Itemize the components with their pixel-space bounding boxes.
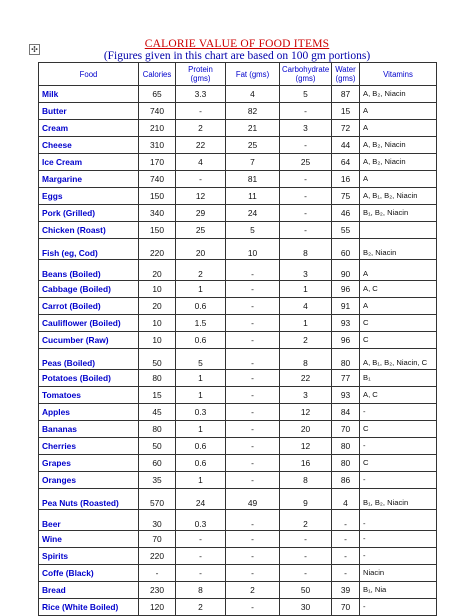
cell-protein: 1 — [176, 472, 226, 489]
cell-calories: 65 — [139, 86, 176, 103]
cell-vitamins: Niacin — [360, 565, 437, 582]
cell-fat: 25 — [226, 137, 280, 154]
cell-protein: 0.6 — [176, 455, 226, 472]
cell-carbohydrate: 3 — [280, 387, 332, 404]
cell-vitamins: - — [360, 548, 437, 565]
cell-carbohydrate: 8 — [280, 349, 332, 370]
cell-water: 4 — [332, 489, 360, 510]
cell-water: 44 — [332, 137, 360, 154]
table-row — [39, 120, 437, 137]
header-calories: Calories — [139, 63, 176, 86]
cell-food: Butter — [39, 103, 139, 120]
table-row — [39, 438, 437, 455]
cell-vitamins: A, C — [360, 387, 437, 404]
cell-fat: - — [226, 387, 280, 404]
cell-calories: 220 — [139, 239, 176, 260]
cell-vitamins: B₁ — [360, 370, 437, 387]
cell-protein: - — [176, 531, 226, 548]
header-fat: Fat (gms) — [226, 63, 280, 86]
cell-carbohydrate: 1 — [280, 281, 332, 298]
cell-water: 87 — [332, 86, 360, 103]
cell-protein: 29 — [176, 205, 226, 222]
cell-carbohydrate: 3 — [280, 120, 332, 137]
cell-vitamins: A, B₂, Niacin — [360, 86, 437, 103]
cell-vitamins: - — [360, 510, 437, 531]
cell-calories: 210 — [139, 120, 176, 137]
cell-food: Cauliflower (Boiled) — [39, 315, 139, 332]
table-row — [39, 510, 437, 531]
cell-fat: 2 — [226, 582, 280, 599]
cell-carbohydrate: - — [280, 565, 332, 582]
cell-protein: 0.3 — [176, 404, 226, 421]
cell-protein: - — [176, 171, 226, 188]
table-move-handle[interactable]: ✣ — [29, 44, 40, 55]
cell-vitamins: A, B₁, B₂, Niacin — [360, 188, 437, 205]
table-row — [39, 205, 437, 222]
cell-protein: 5 — [176, 349, 226, 370]
cell-carbohydrate: - — [280, 103, 332, 120]
cell-water: - — [332, 510, 360, 531]
header-protein: Protein (gms) — [176, 63, 226, 86]
cell-protein: 2 — [176, 599, 226, 616]
cell-fat: - — [226, 370, 280, 387]
table-row — [39, 599, 437, 616]
cell-protein: 1.5 — [176, 315, 226, 332]
cell-food: Oranges — [39, 472, 139, 489]
cell-fat: - — [226, 455, 280, 472]
cell-food: Coffe (Black) — [39, 565, 139, 582]
cell-fat: 4 — [226, 86, 280, 103]
cell-fat: 7 — [226, 154, 280, 171]
cell-calories: 10 — [139, 332, 176, 349]
cell-water: 86 — [332, 472, 360, 489]
cell-calories: 740 — [139, 103, 176, 120]
cell-calories: 230 — [139, 582, 176, 599]
cell-calories: 170 — [139, 154, 176, 171]
cell-vitamins: - — [360, 599, 437, 616]
food-table — [38, 62, 437, 616]
cell-calories: 740 — [139, 171, 176, 188]
cell-food: Peas (Boiled) — [39, 349, 139, 370]
cell-food: Beer — [39, 510, 139, 531]
cell-water: 91 — [332, 298, 360, 315]
table-header-row — [39, 63, 437, 86]
cell-water: 16 — [332, 171, 360, 188]
cell-protein: 24 — [176, 489, 226, 510]
cell-calories: 35 — [139, 472, 176, 489]
cell-fat: - — [226, 404, 280, 421]
cell-carbohydrate: 12 — [280, 438, 332, 455]
cell-protein: 4 — [176, 154, 226, 171]
cell-vitamins: C — [360, 332, 437, 349]
cell-carbohydrate: 5 — [280, 86, 332, 103]
cell-fat: - — [226, 565, 280, 582]
cell-protein: 1 — [176, 421, 226, 438]
table-row — [39, 404, 437, 421]
cell-food: Bread — [39, 582, 139, 599]
cell-water: 70 — [332, 421, 360, 438]
cell-calories: 220 — [139, 548, 176, 565]
cell-fat: - — [226, 599, 280, 616]
cell-calories: - — [139, 565, 176, 582]
cell-food: Apples — [39, 404, 139, 421]
cell-fat: 11 — [226, 188, 280, 205]
cell-water: - — [332, 548, 360, 565]
cell-water: 93 — [332, 315, 360, 332]
cell-water: - — [332, 531, 360, 548]
cell-food: Eggs — [39, 188, 139, 205]
table-row — [39, 86, 437, 103]
cell-vitamins: - — [360, 404, 437, 421]
cell-fat: 5 — [226, 222, 280, 239]
cell-water: 15 — [332, 103, 360, 120]
cell-vitamins: A — [360, 103, 437, 120]
table-row — [39, 472, 437, 489]
cell-carbohydrate: 2 — [280, 510, 332, 531]
cell-water: 70 — [332, 599, 360, 616]
cell-fat: - — [226, 548, 280, 565]
cell-vitamins — [360, 222, 437, 239]
cell-vitamins: A, C — [360, 281, 437, 298]
cell-food: Ice Cream — [39, 154, 139, 171]
cell-calories: 50 — [139, 349, 176, 370]
cell-vitamins: A — [360, 171, 437, 188]
cell-fat: - — [226, 260, 280, 281]
header-water: Water (gms) — [332, 63, 360, 86]
cell-food: Potatoes (Boiled) — [39, 370, 139, 387]
table-row — [39, 548, 437, 565]
cell-carbohydrate: 8 — [280, 239, 332, 260]
cell-protein: - — [176, 565, 226, 582]
cell-water: 96 — [332, 281, 360, 298]
cell-water: 96 — [332, 332, 360, 349]
cell-carbohydrate: - — [280, 531, 332, 548]
cell-protein: 0.6 — [176, 298, 226, 315]
cell-calories: 150 — [139, 222, 176, 239]
cell-food: Pork (Grilled) — [39, 205, 139, 222]
cell-protein: 3.3 — [176, 86, 226, 103]
cell-calories: 310 — [139, 137, 176, 154]
cell-fat: - — [226, 472, 280, 489]
cell-calories: 20 — [139, 298, 176, 315]
cell-carbohydrate: - — [280, 188, 332, 205]
cell-fat: 49 — [226, 489, 280, 510]
cell-protein: 8 — [176, 582, 226, 599]
cell-carbohydrate: - — [280, 222, 332, 239]
header-carbohydrate: Carbohydrate (gms) — [280, 63, 332, 86]
cell-vitamins: - — [360, 531, 437, 548]
cell-food: Cherries — [39, 438, 139, 455]
table-row — [39, 281, 437, 298]
cell-protein: 0.3 — [176, 510, 226, 531]
cell-food: Tomatoes — [39, 387, 139, 404]
cell-calories: 150 — [139, 188, 176, 205]
cell-fat: - — [226, 298, 280, 315]
cell-water: 77 — [332, 370, 360, 387]
table-row — [39, 188, 437, 205]
table-row — [39, 455, 437, 472]
cell-carbohydrate: 50 — [280, 582, 332, 599]
cell-protein: 12 — [176, 188, 226, 205]
cell-vitamins: B₂, Niacin — [360, 239, 437, 260]
header-vitamins: Vitamins — [360, 63, 437, 86]
cell-protein: 0.6 — [176, 332, 226, 349]
cell-carbohydrate: 16 — [280, 455, 332, 472]
cell-water: 72 — [332, 120, 360, 137]
cell-fat: 21 — [226, 120, 280, 137]
cell-fat: 82 — [226, 103, 280, 120]
cell-carbohydrate: - — [280, 548, 332, 565]
cell-calories: 80 — [139, 421, 176, 438]
cell-calories: 570 — [139, 489, 176, 510]
cell-carbohydrate: 9 — [280, 489, 332, 510]
table-row — [39, 387, 437, 404]
cell-water: 39 — [332, 582, 360, 599]
cell-water: 90 — [332, 260, 360, 281]
cell-water: 55 — [332, 222, 360, 239]
document-title: CALORIE VALUE OF FOOD ITEMS — [144, 38, 330, 50]
cell-protein: 20 — [176, 239, 226, 260]
cell-vitamins: C — [360, 455, 437, 472]
cell-food: Cucumber (Raw) — [39, 332, 139, 349]
cell-carbohydrate: 20 — [280, 421, 332, 438]
cell-protein: 22 — [176, 137, 226, 154]
cell-food: Cabbage (Boiled) — [39, 281, 139, 298]
cell-vitamins: A, B₂, Niacin — [360, 154, 437, 171]
cell-protein: 1 — [176, 370, 226, 387]
cell-food: Margarine — [39, 171, 139, 188]
cell-food: Grapes — [39, 455, 139, 472]
cell-carbohydrate: 1 — [280, 315, 332, 332]
cell-food: Spirits — [39, 548, 139, 565]
cell-fat: - — [226, 421, 280, 438]
cell-calories: 10 — [139, 315, 176, 332]
table-row — [39, 137, 437, 154]
table-row — [39, 298, 437, 315]
cell-protein: 25 — [176, 222, 226, 239]
cell-water: 46 — [332, 205, 360, 222]
table-row — [39, 171, 437, 188]
table-row — [39, 315, 437, 332]
cell-protein: 2 — [176, 120, 226, 137]
cell-water: 80 — [332, 349, 360, 370]
cell-carbohydrate: 4 — [280, 298, 332, 315]
table-row — [39, 531, 437, 548]
cell-food: Cream — [39, 120, 139, 137]
cell-vitamins: A, B₁, B₂, Niacin, C — [360, 349, 437, 370]
cell-water: 93 — [332, 387, 360, 404]
cell-vitamins: A — [360, 120, 437, 137]
cell-carbohydrate: 3 — [280, 260, 332, 281]
cell-carbohydrate: 2 — [280, 332, 332, 349]
cell-calories: 60 — [139, 455, 176, 472]
cell-calories: 50 — [139, 438, 176, 455]
cell-fat: - — [226, 315, 280, 332]
cell-food: Milk — [39, 86, 139, 103]
cell-food: Bananas — [39, 421, 139, 438]
cell-vitamins: C — [360, 315, 437, 332]
cell-water: 75 — [332, 188, 360, 205]
cell-calories: 15 — [139, 387, 176, 404]
cell-vitamins: A — [360, 260, 437, 281]
cell-carbohydrate: 8 — [280, 472, 332, 489]
table-row — [39, 222, 437, 239]
cell-carbohydrate: 22 — [280, 370, 332, 387]
cell-vitamins: - — [360, 438, 437, 455]
cell-food: Carrot (Boiled) — [39, 298, 139, 315]
cell-protein: 0.6 — [176, 438, 226, 455]
cell-vitamins: A, B₂, Niacin — [360, 137, 437, 154]
cell-fat: - — [226, 531, 280, 548]
cell-vitamins: B₁, B₂, Niacin — [360, 205, 437, 222]
table-row — [39, 565, 437, 582]
cell-protein: - — [176, 103, 226, 120]
table-body — [39, 86, 437, 616]
cell-food: Wine — [39, 531, 139, 548]
cell-food: Fish (eg, Cod) — [39, 239, 139, 260]
table-row — [39, 332, 437, 349]
table-row — [39, 260, 437, 281]
cell-food: Pea Nuts (Roasted) — [39, 489, 139, 510]
cell-water: 80 — [332, 438, 360, 455]
table-row — [39, 103, 437, 120]
cell-fat: - — [226, 332, 280, 349]
cell-food: Rice (White Boiled) — [39, 599, 139, 616]
cell-water: 80 — [332, 455, 360, 472]
cell-calories: 70 — [139, 531, 176, 548]
table-row — [39, 154, 437, 171]
cell-fat: 81 — [226, 171, 280, 188]
cell-carbohydrate: 12 — [280, 404, 332, 421]
table-row — [39, 421, 437, 438]
cell-water: 84 — [332, 404, 360, 421]
table-row — [39, 239, 437, 260]
cell-protein: 2 — [176, 260, 226, 281]
cell-fat: - — [226, 281, 280, 298]
table-row — [39, 489, 437, 510]
cell-calories: 120 — [139, 599, 176, 616]
cell-fat: - — [226, 349, 280, 370]
cell-calories: 45 — [139, 404, 176, 421]
cell-food: Cheese — [39, 137, 139, 154]
cell-vitamins: A — [360, 298, 437, 315]
cell-fat: 10 — [226, 239, 280, 260]
cell-fat: 24 — [226, 205, 280, 222]
cell-vitamins: B₁, B₂, Niacin — [360, 489, 437, 510]
cell-protein: 1 — [176, 387, 226, 404]
cell-vitamins: - — [360, 472, 437, 489]
cell-food: Chicken (Roast) — [39, 222, 139, 239]
cell-fat: - — [226, 510, 280, 531]
table-row — [39, 349, 437, 370]
table-row — [39, 370, 437, 387]
cell-calories: 20 — [139, 260, 176, 281]
table-row — [39, 582, 437, 599]
cell-carbohydrate: - — [280, 171, 332, 188]
cell-carbohydrate: - — [280, 205, 332, 222]
cell-carbohydrate: 30 — [280, 599, 332, 616]
cell-vitamins: C — [360, 421, 437, 438]
cell-calories: 80 — [139, 370, 176, 387]
cell-vitamins: B₁, Nia — [360, 582, 437, 599]
cell-water: 64 — [332, 154, 360, 171]
cell-carbohydrate: - — [280, 137, 332, 154]
cell-calories: 340 — [139, 205, 176, 222]
document-subtitle: (Figures given in this chart are based on 100 gm portions) — [103, 50, 371, 62]
cell-carbohydrate: 25 — [280, 154, 332, 171]
cell-protein: 1 — [176, 281, 226, 298]
cell-water: 60 — [332, 239, 360, 260]
cell-fat: - — [226, 438, 280, 455]
cell-calories: 30 — [139, 510, 176, 531]
header-food: Food — [39, 63, 139, 86]
cell-water: - — [332, 565, 360, 582]
cell-protein: - — [176, 548, 226, 565]
cell-food: Beans (Boiled) — [39, 260, 139, 281]
cell-calories: 10 — [139, 281, 176, 298]
